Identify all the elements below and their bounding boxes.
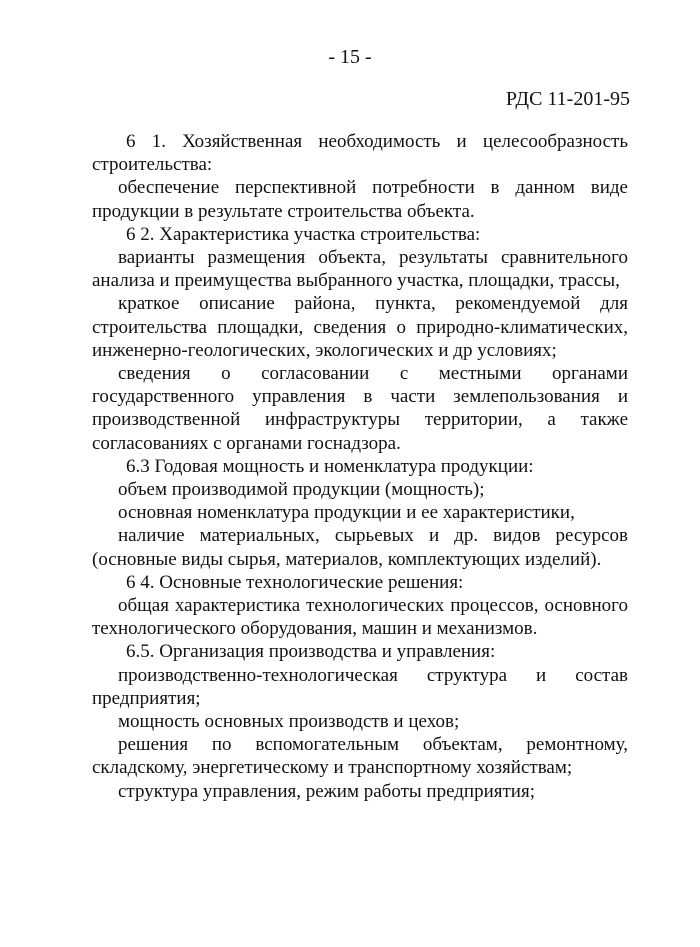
paragraph: обеспечение перспективной потребности в данном виде продукции в результате строительства объекта. bbox=[92, 177, 628, 222]
section-heading: 6 1. Хозяйственная необходимость и целесообразность строительства: bbox=[92, 131, 628, 176]
document-code: РДС 11-201-95 bbox=[505, 88, 630, 110]
page-number: - 15 - bbox=[328, 46, 372, 68]
section-heading: 6.5. Организация производства и управления: bbox=[126, 641, 496, 663]
paragraph: мощность основных производств и цехов; bbox=[118, 711, 460, 733]
paragraph: объем производимой продукции (мощность); bbox=[118, 479, 485, 501]
document-body bbox=[92, 130, 628, 803]
paragraph: общая характеристика технологических процессов, основного технологического оборудования, машин и механизмов. bbox=[92, 595, 628, 640]
paragraph: сведения о согласовании с местными органами государственного управления в части землепользования и производственной инфраструктуры территории, а также согласованиях с органами госнадзора. bbox=[92, 363, 628, 454]
paragraph: решения по вспомогательным объектам, ремонтному, складскому, энергетическому и транспортному хозяйствам; bbox=[92, 734, 628, 779]
section-heading: 6 2. Характеристика участка строительства: bbox=[126, 223, 481, 245]
paragraph: наличие материальных, сырьевых и др. видов ресурсов (основные виды сырья, материалов, комплектующих изделий). bbox=[92, 525, 628, 570]
paragraph: варианты размещения объекта, результаты сравнительного анализа и преимущества выбранного участка, площадки, трассы, bbox=[92, 247, 628, 292]
paragraph: структура управления, режим работы предприятия; bbox=[118, 780, 535, 802]
section-heading: 6.3 Годовая мощность и номенклатура продукции: bbox=[126, 455, 534, 477]
paragraph: основная номенклатура продукции и ее характеристики, bbox=[118, 502, 575, 524]
paragraph: краткое описание района, пункта, рекомендуемой для строительства площадки, сведения о природно-климатических, инженерно-геологических, экологических и др условиях; bbox=[92, 293, 628, 361]
section-heading: 6 4. Основные технологические решения: bbox=[126, 571, 464, 593]
paragraph: производственно-технологическая структура и состав предприятия; bbox=[92, 664, 628, 709]
